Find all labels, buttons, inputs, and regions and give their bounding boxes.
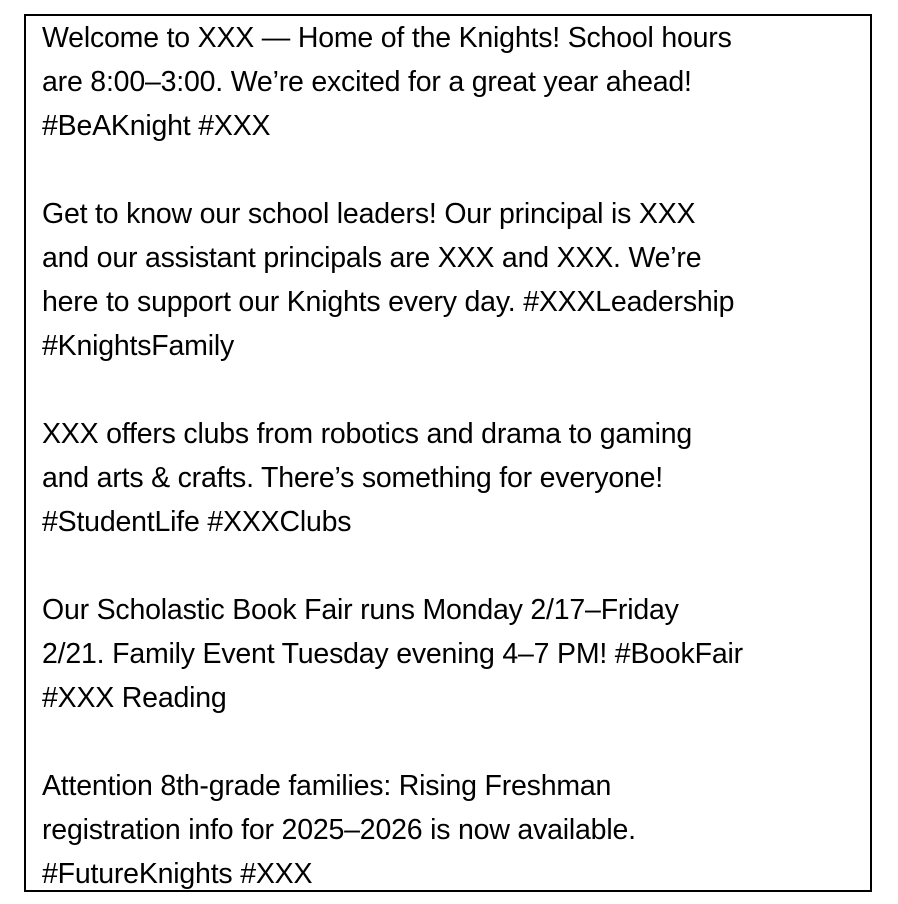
post-line: #XXX Reading <box>42 682 227 714</box>
post-line: #StudentLife #XXXClubs <box>42 506 352 538</box>
post-line: registration info for 2025–2026 is now available. <box>42 814 636 846</box>
post-book-fair <box>42 588 850 720</box>
post-line: 2/21. Family Event Tuesday evening 4–7 PM! #BookFair <box>42 638 743 670</box>
post-welcome <box>42 16 850 148</box>
post-clubs <box>42 412 850 544</box>
post-line: Attention 8th-grade families: Rising Freshman <box>42 770 612 802</box>
post-line: Our Scholastic Book Fair runs Monday 2/17–Friday <box>42 594 679 626</box>
post-line: Welcome to XXX — Home of the Knights! School hours <box>42 22 732 54</box>
post-line: XXX offers clubs from robotics and drama to gaming <box>42 418 693 450</box>
posts-frame <box>24 14 872 892</box>
post-line: and arts & crafts. There’s something for everyone! <box>42 462 664 494</box>
post-line: Get to know our school leaders! Our principal is XXX <box>42 198 696 230</box>
post-line: #BeAKnight #XXX <box>42 110 271 142</box>
post-registration <box>42 764 850 896</box>
post-line: here to support our Knights every day. #XXXLeadership <box>42 286 735 318</box>
post-line: #KnightsFamily <box>42 330 235 362</box>
post-leadership <box>42 192 850 368</box>
post-line: and our assistant principals are XXX and XXX. We’re <box>42 242 702 274</box>
post-line: are 8:00–3:00. We’re excited for a great year ahead! <box>42 66 692 98</box>
post-line: #FutureKnights #XXX <box>42 858 313 890</box>
